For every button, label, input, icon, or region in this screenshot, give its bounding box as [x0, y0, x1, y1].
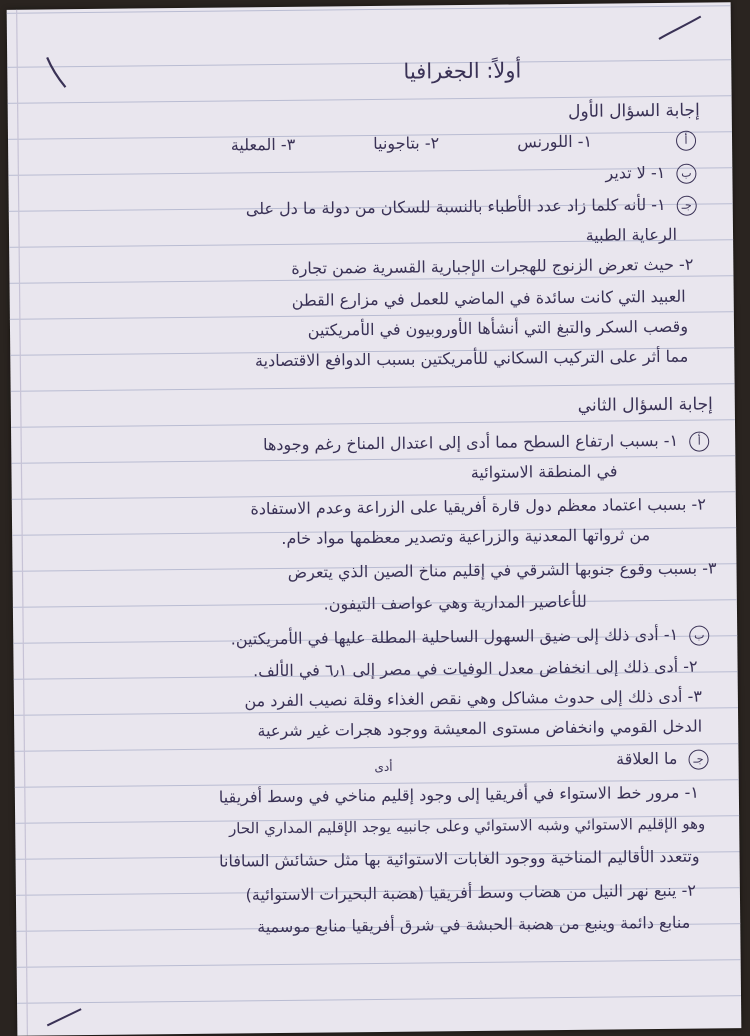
q2-c-heading-row — [616, 749, 709, 770]
q2-a-badge: أ — [689, 431, 709, 451]
q1-c-text-1: ١- لأنه كلما زاد عدد الأطباء بالنسبة للسكان من دولة ما دل على — [245, 194, 666, 219]
bottom-scribble — [47, 1009, 81, 1025]
q1-b-row — [605, 163, 696, 184]
q2-b-badge: ب — [689, 625, 709, 645]
margin-rule — [17, 10, 28, 1036]
q2-b-line-3: ٣- أدى ذلك إلى حدوث مشاكل وهي نقص الغذاء وقلة نصيب الفرد من — [244, 686, 702, 711]
q2-a-text-1: ١- بسبب ارتفاع السطح مما أدى إلى اعتدال المناخ رغم وجودها — [262, 430, 679, 455]
q2-a-line-1 — [263, 430, 709, 455]
q1-a-row — [56, 131, 696, 158]
q2-c-line-2: وهو الإقليم الاستوائي وشبه الاستوائي وعلى جانبيه يوجد الإقليم المداري الحار — [228, 814, 706, 838]
q2-heading: إجابة السؤال الثاني — [577, 394, 713, 416]
q1-c-line-2: الرعاية الطبية — [585, 224, 678, 245]
q2-b-text-1: ١- أدى ذلك إلى ضيق السهول الساحلية المطلة عليها في الأمريكتين. — [230, 624, 679, 649]
q2-b-line-4: الدخل القومي وانخفاض مستوى المعيشة ووجود هجرات غير شرعية — [257, 716, 703, 741]
q2-a-line-5: ٣- بسبب وقوع جنوبها الشرقي في إقليم مناخ الصين الذي يتعرض — [287, 558, 717, 582]
q1-c-line-5: وقصب السكر والتبغ التي أنشأها الأوروبيون في الأمريكتين — [307, 316, 689, 340]
q1-b-text: ١- لا تدير — [605, 162, 666, 183]
q1-c-line-4: العبيد التي كانت سائدة في الماضي للعمل في مزارع القطن — [291, 286, 686, 310]
q2-c-badge: جـ — [688, 749, 708, 769]
q2-a-line-3: ٢- بسبب اعتماد معظم دول قارة أفريقيا على الزراعة وعدم الاستفادة — [250, 494, 706, 519]
notebook-page — [7, 2, 742, 1036]
q1-b-badge: ب — [676, 163, 696, 183]
q1-a-item-3: ٣- المعلية — [230, 134, 296, 155]
q1-c-line-1 — [246, 195, 697, 220]
q1-c-line-6: مما أثر على التركيب السكاني للأمريكتين بسبب الدوافع الاقتصادية — [254, 346, 689, 371]
q2-a-line-4: من ثرواتها المعدنية والزراعية وتصدير معظمها مواد خام. — [281, 525, 651, 548]
q1-heading: إجابة السؤال الأول — [568, 100, 700, 122]
q1-a-item-2: ٢- بتاجونيا — [373, 133, 440, 153]
q2-c-insert: أدى — [374, 759, 393, 775]
q2-b-line-1 — [231, 624, 710, 650]
q1-c-badge: جـ — [677, 195, 697, 215]
q2-c-line-4: ٢- ينبع نهر النيل من هضاب وسط أفريقيا (هضبة البحيرات الاستوائية) — [245, 880, 697, 905]
q2-b-line-2: ٢- أدى ذلك إلى انخفاض معدل الوفيات في مصر إلى ٦٫١ في الألف. — [252, 656, 698, 681]
q2-c-line-1: ١- مرور خط الاستواء في أفريقيا إلى وجود إقليم مناخي في وسط أفريقيا — [218, 782, 699, 807]
corner-tick-stroke — [659, 17, 701, 39]
q2-c-line-5: منابع دائمة وينبع من هضبة الحبشة في شرق أفريقيا منابع موسمية — [257, 912, 691, 937]
q2-a-line-2: في المنطقة الاستوائية — [470, 461, 618, 482]
page-title: أولاً: الجغرافيا — [403, 58, 522, 84]
q2-a-line-6: للأعاصير المدارية وهي عواصف التيفون. — [323, 591, 587, 614]
q1-a-badge: أ — [676, 131, 696, 151]
q2-c-line-3: وتتعدد الأقاليم المناخية ووجود الغابات الاستوائية بها مثل حشائش السافانا — [218, 846, 700, 871]
q2-c-heading: ما العلاقة — [615, 748, 678, 769]
q1-a-item-1: ١- اللورنس — [517, 131, 593, 152]
q1-c-line-3: ٢- حيث تعرض الزنوج للهجرات الإجبارية القسرية ضمن تجارة — [291, 254, 694, 278]
